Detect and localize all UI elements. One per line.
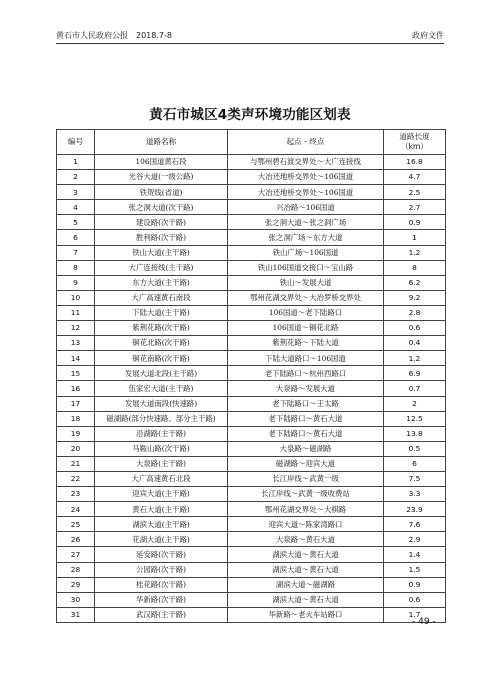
cell-no: 30 — [57, 592, 95, 607]
table-row — [57, 366, 446, 381]
cell-length: 0.7 — [384, 381, 446, 396]
cell-no: 14 — [57, 351, 95, 366]
cell-length: 2.9 — [384, 532, 446, 547]
cell-length: 9.2 — [384, 290, 446, 305]
cell-no: 25 — [57, 517, 95, 532]
cell-no: 8 — [57, 260, 95, 275]
cell-no: 9 — [57, 275, 95, 290]
cell-range: 鄂州花湖交界处～大冶罗桥交界处 — [228, 290, 384, 305]
cell-range: 老下陆路口～黄石大道 — [228, 411, 384, 426]
table-row — [57, 260, 446, 275]
cell-length: 23.9 — [384, 502, 446, 517]
cell-range: 磁湖路～迎宾大道 — [228, 456, 384, 471]
cell-road-name: 发展大道北段(主干路) — [95, 366, 228, 381]
cell-no: 24 — [57, 502, 95, 517]
cell-range: 大冶还地桥交界处～106国道 — [228, 170, 384, 185]
table-row — [57, 532, 446, 547]
cell-range: 大泉路～黄石大道 — [228, 532, 384, 547]
cell-road-name: 胜利路(次干路) — [95, 230, 228, 245]
table-row — [57, 456, 446, 471]
cell-range: 大冶还地桥交界处～106国道 — [228, 185, 384, 200]
cell-length: 1.5 — [384, 562, 446, 577]
cell-range: 湖滨大道～磁湖路 — [228, 577, 384, 592]
cell-length: 0.6 — [384, 592, 446, 607]
table-row — [57, 487, 446, 502]
cell-range: 湖滨大道～黄石大道 — [228, 562, 384, 577]
cell-range: 湖滨大道～黄石大道 — [228, 547, 384, 562]
cell-road-name: 沿湖路(主干路) — [95, 426, 228, 441]
cell-road-name: 黄石大道(主干路) — [95, 502, 228, 517]
cell-no: 18 — [57, 411, 95, 426]
cell-road-name: 桂花路(次干路) — [95, 577, 228, 592]
cell-no: 10 — [57, 290, 95, 305]
cell-no: 7 — [57, 245, 95, 260]
header-length — [384, 130, 446, 155]
cell-no: 11 — [57, 305, 95, 320]
cell-road-name: 铁贺线(省道) — [95, 185, 228, 200]
cell-road-name: 大泉路(主干路) — [95, 456, 228, 471]
cell-range: 铁山106国道交接口～宝山路 — [228, 260, 384, 275]
cell-no: 2 — [57, 170, 95, 185]
cell-range: 张之洞大道～张之洞广场 — [228, 215, 384, 230]
cell-no: 31 — [57, 607, 95, 622]
table-row — [57, 592, 446, 607]
cell-road-name: 公园路(次干路) — [95, 562, 228, 577]
cell-road-name: 东方大道(主干路) — [95, 275, 228, 290]
table-row — [57, 245, 446, 260]
cell-no: 13 — [57, 336, 95, 351]
cell-road-name: 花湖大道(主干路) — [95, 532, 228, 547]
table-header-row — [57, 130, 446, 155]
cell-length: 2.5 — [384, 185, 446, 200]
cell-length: 1 — [384, 230, 446, 245]
cell-length: 13.8 — [384, 426, 446, 441]
cell-range: 与鄂州碧石渡交界处～大广连接线 — [228, 155, 384, 170]
header-range: 起点 - 终点 — [228, 130, 384, 155]
cell-road-name: 铜花北路(次干路) — [95, 336, 228, 351]
cell-range: 张之洞广场～东方大道 — [228, 230, 384, 245]
cell-length: 6.2 — [384, 275, 446, 290]
cell-length: 1.4 — [384, 547, 446, 562]
cell-road-name: 铁山大道(主干路) — [95, 245, 228, 260]
cell-road-name: 大广高速黄石北段 — [95, 471, 228, 486]
table-row — [57, 351, 446, 366]
cell-no: 15 — [57, 366, 95, 381]
cell-no: 20 — [57, 441, 95, 456]
cell-range: 大泉路～磁湖路 — [228, 441, 384, 456]
cell-road-name: 迎宾大道(主干路) — [95, 487, 228, 502]
table-row — [57, 200, 446, 215]
cell-no: 19 — [57, 426, 95, 441]
cell-road-name: 发展大道南段(快速路) — [95, 396, 228, 411]
cell-range: 老下陆路口～杭州西路口 — [228, 366, 384, 381]
cell-length: 2.7 — [384, 200, 446, 215]
cell-length: 0.4 — [384, 336, 446, 351]
cell-road-name: 大广高速黄石南段 — [95, 290, 228, 305]
publication-info: 黄石市人民政府公报 2018.7-8 — [56, 31, 172, 40]
table-row — [57, 230, 446, 245]
cell-range: 106国道～老下陆路口 — [228, 305, 384, 320]
cell-no: 4 — [57, 200, 95, 215]
cell-road-name: 延安路(次干路) — [95, 547, 228, 562]
cell-length: 6 — [384, 456, 446, 471]
cell-no: 21 — [57, 456, 95, 471]
table-row — [57, 562, 446, 577]
cell-range: 华新路～老火车站路口 — [228, 607, 384, 622]
cell-length: 16.8 — [384, 155, 446, 170]
cell-range: 铁山广场～106国道 — [228, 245, 384, 260]
cell-range: 迎宾大道～陈家湾路口 — [228, 517, 384, 532]
table-title: 黄石市城区4类声环境功能区划表 — [149, 107, 351, 123]
table-row — [57, 185, 446, 200]
table-row — [57, 441, 446, 456]
table-row — [57, 275, 446, 290]
cell-road-name: 光谷大道(一级公路) — [95, 170, 228, 185]
cell-range: 大泉路～发展大道 — [228, 381, 384, 396]
cell-length: 7.6 — [384, 517, 446, 532]
cell-no: 29 — [57, 577, 95, 592]
table-row — [57, 517, 446, 532]
table-row — [57, 290, 446, 305]
table-row — [57, 471, 446, 486]
cell-no: 28 — [57, 562, 95, 577]
cell-no: 3 — [57, 185, 95, 200]
cell-no: 5 — [57, 215, 95, 230]
cell-road-name: 武汉路(主干路) — [95, 607, 228, 622]
cell-range: 鄂州花湖交界处～大棋路 — [228, 502, 384, 517]
zoning-table — [56, 129, 446, 623]
cell-length: 4.7 — [384, 170, 446, 185]
cell-road-name: 大广连接线(主干路) — [95, 260, 228, 275]
table-row — [57, 607, 446, 622]
cell-road-name: 106国道黄石段 — [95, 155, 228, 170]
table-row — [57, 381, 446, 396]
cell-length: 7.5 — [384, 471, 446, 486]
table-row — [57, 547, 446, 562]
cell-range: 长江岸线～武黄一级收费站 — [228, 487, 384, 502]
cell-length: 1.2 — [384, 245, 446, 260]
page-number: - 49 - — [412, 617, 436, 627]
cell-no: 12 — [57, 321, 95, 336]
cell-length: 8 — [384, 260, 446, 275]
cell-range: 老下陆路口～王太路 — [228, 396, 384, 411]
cell-road-name: 磁湖路(部分快速路、部分主干路) — [95, 411, 228, 426]
table-row — [57, 155, 446, 170]
cell-range: 长江岸线～武黄一级 — [228, 471, 384, 486]
cell-length: 2.8 — [384, 305, 446, 320]
header-name: 道路名称 — [95, 130, 228, 155]
cell-range: 铁山～发展大道 — [228, 275, 384, 290]
cell-range: 下陆大道路口～106国道 — [228, 351, 384, 366]
cell-length: 1.2 — [384, 351, 446, 366]
cell-no: 22 — [57, 471, 95, 486]
table-row — [57, 170, 446, 185]
cell-no: 27 — [57, 547, 95, 562]
cell-length: 2 — [384, 396, 446, 411]
table-row — [57, 215, 446, 230]
cell-no: 26 — [57, 532, 95, 547]
table-row — [57, 577, 446, 592]
cell-road-name: 湖滨大道(主干路) — [95, 517, 228, 532]
cell-road-name: 张之洞大道(次干路) — [95, 200, 228, 215]
table-row — [57, 426, 446, 441]
cell-range: 紫荆花路～下陆大道 — [228, 336, 384, 351]
cell-road-name: 华新路(次干路) — [95, 592, 228, 607]
section-label: 政府文件 — [412, 31, 444, 40]
cell-length: 3.3 — [384, 487, 446, 502]
cell-road-name: 铜花南路(次干路) — [95, 351, 228, 366]
cell-no: 6 — [57, 230, 95, 245]
cell-range: 湖滨大道～黄石大道 — [228, 592, 384, 607]
table-row — [57, 502, 446, 517]
header-length-text: 道路长度（km） — [399, 131, 430, 151]
cell-range: 106国道～铜花北路 — [228, 321, 384, 336]
cell-length: 1.7 — [384, 607, 446, 622]
table-body — [57, 155, 446, 623]
cell-no: 1 — [57, 155, 95, 170]
cell-road-name: 伍家宏大道(主干路) — [95, 381, 228, 396]
cell-road-name: 马鞍山路(次干路) — [95, 441, 228, 456]
header-no: 编号 — [57, 130, 95, 155]
table-row — [57, 396, 446, 411]
table-row — [57, 305, 446, 320]
cell-no: 23 — [57, 487, 95, 502]
cell-length: 0.9 — [384, 577, 446, 592]
cell-length: 0.6 — [384, 321, 446, 336]
cell-length: 6.9 — [384, 366, 446, 381]
table-row — [57, 336, 446, 351]
cell-no: 16 — [57, 381, 95, 396]
cell-no: 17 — [57, 396, 95, 411]
cell-range: 老下陆路口～黄石大道 — [228, 426, 384, 441]
cell-road-name: 下陆大道(主干路) — [95, 305, 228, 320]
cell-length: 0.9 — [384, 215, 446, 230]
cell-length: 12.5 — [384, 411, 446, 426]
cell-range: 兴冶路～106国道 — [228, 200, 384, 215]
table-row — [57, 411, 446, 426]
cell-road-name: 紫荆花路(次干路) — [95, 321, 228, 336]
table-row — [57, 321, 446, 336]
page-header — [56, 30, 444, 44]
cell-length: 0.5 — [384, 441, 446, 456]
cell-road-name: 建设路(次干路) — [95, 215, 228, 230]
